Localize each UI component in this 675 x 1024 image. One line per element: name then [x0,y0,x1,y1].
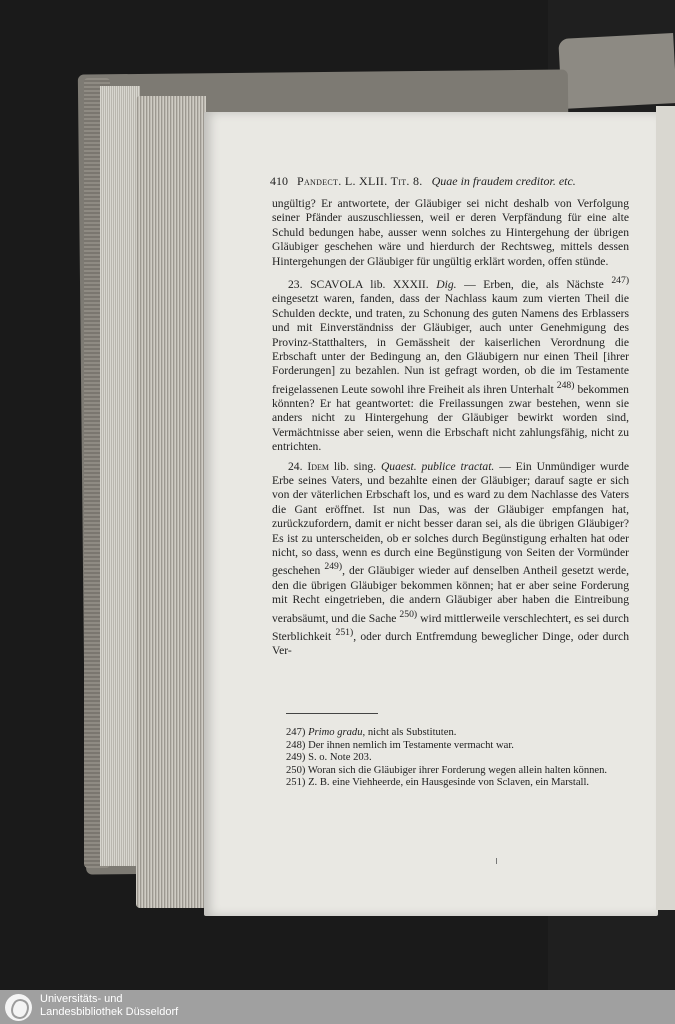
footnotes [286,727,632,790]
footnote-249: 249) S. o. Note 203. [286,752,372,764]
footnote-number: 247) [286,727,306,738]
paragraph-text: eingesetzt waren, fanden, dass der Nachlass kaum zum vierten Theil die Schulden deckte, und traten, zu Schonung des guten Namens des Erblassers und mit Einverständniss der Gläubiger, auch unter Genehmigung des Provinz-Statthalters, in Gemässheit der kaiserlichen Verordnung die Erbschaft unter der Bedingung an, den Gläubigern nur einen Theil [ihrer Forderungen] zu bezahlen. Nun ist gefragt worden, ob die im Testamente freigelassenen Leute sowohl ihre Freiheit als ihren Unterhalt [272,292,629,396]
section-number: 24. [288,459,303,473]
section-title: Quae in fraudem creditor. etc. [431,174,576,188]
page-stack-left [100,86,140,866]
paragraph-text: — Erben, die, als Nächste [464,277,604,291]
footnote-ref: 251) [335,626,354,638]
source: lib. XXXII. [370,277,429,291]
author: SCAVOLA [310,277,363,291]
institution-name[interactable] [40,993,178,1019]
footnote-emphasis: Primo gradu [308,727,363,738]
book-cover-corner [558,33,675,109]
page-mark [496,858,497,864]
work-title: Quaest. publice tractat. [380,459,495,473]
paragraph-continuation: ungültig? Er antwortete, der Gläubiger sei nicht deshalb von Verfolgung seiner Pfänder auszuschliessen, weil er deren Verpfändung für eine alte Schuld bedungen habe, ausser wenn solches zu Hintergehung der übrigen Gläubiger geschehen wäre und hierdurch der Rechtsweg, mittels dessen Hintergehungen der Gläubiger für ungültig erklärt worden, offen stünde. [272,197,629,268]
source: lib. sing. [333,459,377,473]
page-number: 410 [270,174,288,188]
footnote-248: 248) Der ihnen nemlich im Testamente vermacht war. [286,739,514,751]
footnote-ref: 247) [611,275,630,287]
author: Idem [307,459,329,473]
page-edges [136,96,206,908]
work-title: Dig. [436,277,457,291]
paragraph-text: wird mittlerweile verschlechtert, es sei durch Sterblichkeit [272,611,629,643]
paragraph-text: , oder durch Entfremdung beweglicher Dinge, oder durch Ver- [272,629,629,658]
footnote-text: , nicht als Substituten. [362,727,457,738]
paragraph-text: bekommen könnten? Er hat geantwortet: die Freilassungen zwar bestehen, wenn sie anders nicht zu Hintergehung der Gläubiger bewirkt worden sind, Vermächtnisse aber seien, wenn die Erbschaft nicht zahlungsfähig, nicht zu entrichten. [272,382,629,454]
footnote-250: 250) Woran sich die Gläubiger ihrer Forderung wegen allein halten können. [286,764,608,776]
paragraph-23 [272,274,629,455]
library-logo-icon[interactable] [5,994,32,1021]
running-title: Pandect. L. XLII. Tit. 8. [297,174,423,188]
footnote-ref: 250) [399,608,418,620]
footnote-247 [286,727,632,740]
footnote-ref: 249) [324,561,343,573]
footnote-divider [286,713,378,714]
paragraph-24 [272,460,629,659]
section-number: 23. [288,277,303,291]
body-text [272,197,629,658]
footnote-251: 251) Z. B. eine Viehheerde, ein Hausgesinde von Sclaven, ein Marstall. [286,777,590,789]
footnote-ref: 248) [556,379,575,391]
institution-line-2: Landesbibliothek Düsseldorf [40,1006,179,1018]
paragraph-text: — Ein Unmündiger wurde Erbe seines Vaters, und bezahlte einen der Gläubiger; darauf sagte er sich von der väterlichen Erbschaft los, und es ward zu dem Nachlasse des Vaters die Gant eröffnet. Ist nun Das, was der Gläubiger empfangen hat, zurückzufordern, damit er nicht besser daran sei, als die übrigen Gläubiger? Es ist zu unterscheiden, ob er solches durch Begünstigung erhalten hat oder nicht, so dass, wenn es durch eine Begünstigung von Seiten der Vormünder geschehen [272,459,630,578]
paragraph-text: , der Gläubiger wieder auf denselben Antheil gesetzt werde, den die übrigen Gläubiger bekommen können; hat er aber seine Forderung mit Recht eingetrieben, die andern Gläubiger aber haben die Eintreibung verabsäumt, und die Sache [272,564,629,625]
running-header [270,174,620,189]
next-page-edge [656,106,675,910]
institution-line-1: Universitäts- und [40,993,123,1005]
